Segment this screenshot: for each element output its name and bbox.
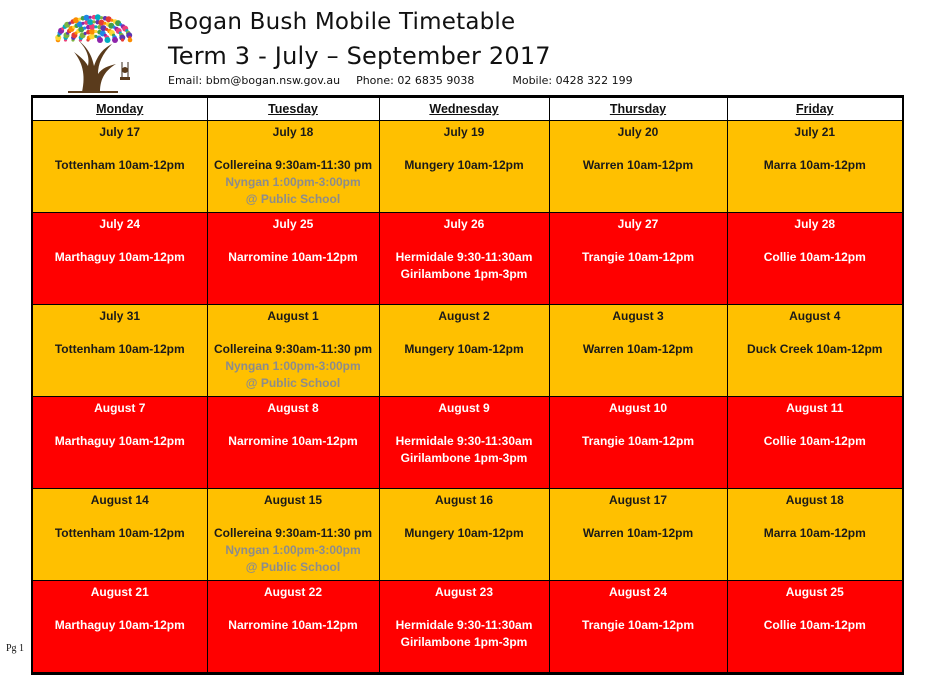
cell-location: Girilambone 1pm-3pm — [400, 451, 528, 465]
week-row — [32, 305, 903, 397]
cell-date: August 14 — [90, 493, 149, 507]
day-cell — [549, 397, 727, 489]
cell-location: Marra 10am-12pm — [763, 158, 866, 172]
tree-logo-icon — [38, 4, 142, 94]
day-cell — [379, 397, 549, 489]
timetable-header-row — [32, 97, 903, 121]
cell-location: Collereina 9:30am-11:30 pm — [213, 526, 373, 540]
cell-date: August 16 — [434, 493, 493, 507]
cell-date: August 24 — [608, 585, 667, 599]
day-cell — [549, 581, 727, 674]
cell-date: July 19 — [443, 125, 485, 139]
cell-date: August 23 — [434, 585, 493, 599]
cell-location: Warren 10am-12pm — [582, 526, 694, 540]
cell-location: Trangie 10am-12pm — [581, 618, 695, 632]
day-cell — [32, 121, 207, 213]
cell-location: Hermidale 9:30-11:30am — [395, 250, 533, 264]
day-cell — [727, 305, 903, 397]
day-header-wednesday: Wednesday — [379, 97, 549, 121]
cell-date: July 17 — [99, 125, 141, 139]
day-cell — [32, 489, 207, 581]
cell-date: August 10 — [608, 401, 667, 415]
cell-location: Narromine 10am-12pm — [228, 250, 358, 264]
day-cell — [549, 489, 727, 581]
cell-location: Warren 10am-12pm — [582, 158, 694, 172]
day-cell — [32, 213, 207, 305]
contact-phone: Phone: 02 6835 9038 — [356, 74, 475, 87]
week-row — [32, 397, 903, 489]
day-cell — [32, 397, 207, 489]
cell-date: July 27 — [617, 217, 659, 231]
week-row — [32, 121, 903, 213]
cell-date: August 8 — [267, 401, 319, 415]
cell-date: July 25 — [272, 217, 314, 231]
day-cell — [727, 213, 903, 305]
cell-location: Narromine 10am-12pm — [228, 618, 358, 632]
cell-location: Collereina 9:30am-11:30 pm — [213, 158, 373, 172]
day-cell — [207, 213, 379, 305]
cell-location: Girilambone 1pm-3pm — [400, 267, 528, 281]
cell-date: July 24 — [99, 217, 141, 231]
day-cell — [32, 305, 207, 397]
contact-email: Email: bbm@bogan.nsw.gov.au — [168, 74, 341, 87]
cell-location: Marthaguy 10am-12pm — [54, 618, 185, 632]
cell-date: July 20 — [617, 125, 659, 139]
cell-date: August 22 — [263, 585, 322, 599]
cell-location: Hermidale 9:30-11:30am — [395, 434, 533, 448]
day-cell — [207, 305, 379, 397]
cell-date: August 15 — [263, 493, 322, 507]
cell-date: July 18 — [272, 125, 314, 139]
day-header-friday: Friday — [727, 97, 903, 121]
day-cell — [379, 121, 549, 213]
cell-location: Trangie 10am-12pm — [581, 250, 695, 264]
day-cell — [207, 581, 379, 674]
day-cell — [727, 581, 903, 674]
cell-date: August 25 — [785, 585, 844, 599]
day-cell — [379, 305, 549, 397]
cell-location: Nyngan 1:00pm-3:00pm — [225, 175, 361, 189]
cell-date: August 9 — [438, 401, 490, 415]
contact-mobile: Mobile: 0428 322 199 — [512, 74, 633, 87]
cell-location: Mungery 10am-12pm — [404, 526, 524, 540]
day-cell — [727, 397, 903, 489]
cell-location: Narromine 10am-12pm — [228, 434, 358, 448]
cell-location: Tottenham 10am-12pm — [54, 342, 185, 356]
cell-location: Duck Creek 10am-12pm — [747, 342, 883, 356]
cell-date: August 1 — [267, 309, 319, 323]
cell-date: August 21 — [90, 585, 149, 599]
cell-location: Mungery 10am-12pm — [404, 158, 524, 172]
day-cell — [379, 489, 549, 581]
cell-location: @ Public School — [245, 192, 341, 206]
day-cell — [549, 213, 727, 305]
cell-date: August 4 — [789, 309, 841, 323]
cell-location: @ Public School — [245, 560, 341, 574]
cell-location: Mungery 10am-12pm — [404, 342, 524, 356]
cell-location: Tottenham 10am-12pm — [54, 526, 185, 540]
cell-location: Collie 10am-12pm — [763, 618, 866, 632]
day-header-tuesday: Tuesday — [207, 97, 379, 121]
cell-location: Warren 10am-12pm — [582, 342, 694, 356]
cell-location: Hermidale 9:30-11:30am — [395, 618, 533, 632]
cell-location: Collie 10am-12pm — [763, 250, 866, 264]
day-header-monday: Monday — [32, 97, 207, 121]
cell-location: Nyngan 1:00pm-3:00pm — [225, 543, 361, 557]
cell-date: July 26 — [443, 217, 485, 231]
cell-location: @ Public School — [245, 376, 341, 390]
cell-location: Collie 10am-12pm — [763, 434, 866, 448]
day-cell — [207, 121, 379, 213]
day-cell — [727, 121, 903, 213]
cell-date: August 11 — [786, 401, 844, 415]
cell-location: Marthaguy 10am-12pm — [54, 434, 185, 448]
cell-location: Marthaguy 10am-12pm — [54, 250, 185, 264]
day-cell — [727, 489, 903, 581]
cell-location: Tottenham 10am-12pm — [54, 158, 185, 172]
cell-date: July 21 — [794, 125, 836, 139]
timetable — [31, 95, 904, 675]
page-title: Bogan Bush Mobile Timetable — [168, 9, 516, 35]
day-cell — [379, 213, 549, 305]
cell-location: Collereina 9:30am-11:30 pm — [213, 342, 373, 356]
day-cell — [207, 397, 379, 489]
cell-date: July 31 — [99, 309, 141, 323]
day-cell — [549, 121, 727, 213]
day-cell — [207, 489, 379, 581]
week-row — [32, 489, 903, 581]
cell-location: Trangie 10am-12pm — [581, 434, 695, 448]
cell-location: Girilambone 1pm-3pm — [400, 635, 528, 649]
day-header-thursday: Thursday — [549, 97, 727, 121]
cell-date: August 7 — [94, 401, 146, 415]
cell-date: August 3 — [612, 309, 664, 323]
page-number: Pg 1 — [6, 643, 25, 654]
cell-location: Marra 10am-12pm — [763, 526, 866, 540]
cell-date: August 18 — [785, 493, 844, 507]
cell-date: August 2 — [438, 309, 490, 323]
week-row — [32, 213, 903, 305]
contact-details — [168, 74, 649, 87]
week-row — [32, 581, 903, 674]
cell-location: Nyngan 1:00pm-3:00pm — [225, 359, 361, 373]
day-cell — [549, 305, 727, 397]
day-cell — [32, 581, 207, 674]
cell-date: August 17 — [608, 493, 667, 507]
day-cell — [379, 581, 549, 674]
page-subtitle: Term 3 - July – September 2017 — [168, 42, 551, 70]
cell-date: July 28 — [794, 217, 836, 231]
